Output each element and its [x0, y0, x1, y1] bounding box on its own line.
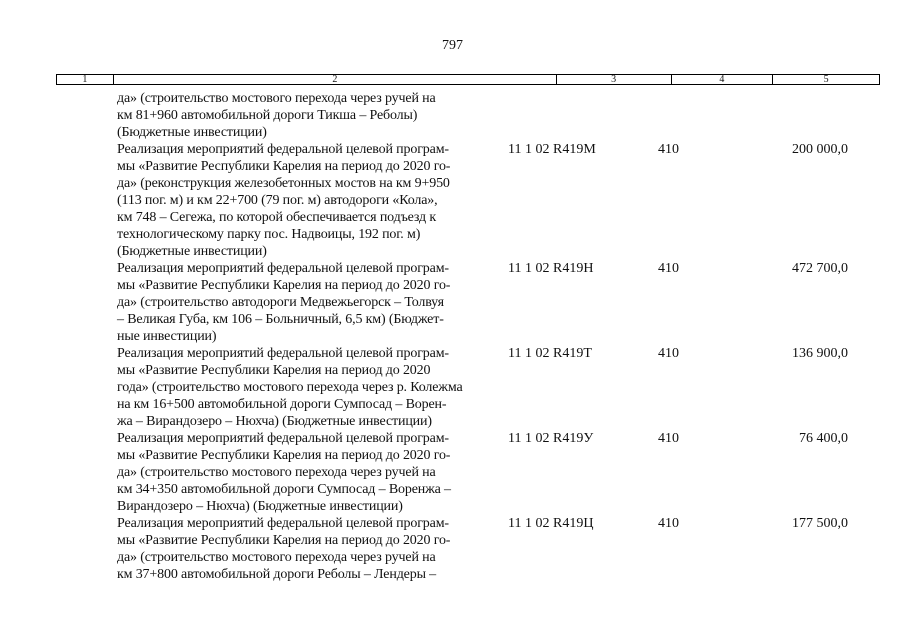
row-sum: 177 500,0 [792, 516, 848, 531]
row-target-code: 11 1 02 R419Ц [508, 516, 594, 531]
description-line: года» (строительство мостового перехода через р. Колежма [117, 380, 463, 395]
table-row [56, 345, 880, 430]
budget-table [56, 74, 880, 583]
column-header-5: 5 [823, 74, 829, 85]
table-row [56, 90, 880, 141]
description-line: да» (строительство мостового перехода через ручей на [117, 550, 436, 565]
description-line: мы «Развитие Республики Карелия на период до 2020 го- [117, 533, 451, 548]
table-row [56, 141, 880, 260]
row-target-code [508, 90, 658, 141]
row-description [117, 260, 492, 345]
row-expense-type: 410 [658, 431, 679, 446]
column-header-4: 4 [672, 75, 774, 84]
row-target-code: 11 1 02 R419М [508, 142, 596, 157]
description-line: мы «Развитие Республики Карелия на период до 2020 го- [117, 448, 451, 463]
row-description [117, 90, 492, 141]
description-line: км 81+960 автомобильной дороги Тикша – Реболы) [117, 108, 418, 123]
row-description [117, 345, 492, 430]
description-line: Реализация мероприятий федеральной целевой програм- [117, 431, 449, 446]
description-line: Вирандозеро – Нюхча) (Бюджетные инвестиции) [117, 499, 403, 514]
row-expense-type: 410 [658, 142, 679, 157]
row-expense-type: 410 [658, 516, 679, 531]
description-line: км 748 – Сегежа, по которой обеспечивается подъезд к [117, 210, 437, 225]
description-line: Реализация мероприятий федеральной целевой програм- [117, 261, 449, 276]
column-header-3: 3 [557, 75, 672, 84]
description-line: км 37+800 автомобильной дороги Реболы – Лендеры – [117, 567, 437, 582]
description-line: Реализация мероприятий федеральной целевой програм- [117, 346, 449, 361]
description-line: да» (строительство автодороги Медвежьегорск – Толвуя [117, 295, 444, 310]
description-line: да» (строительство мостового перехода через ручей на [117, 465, 436, 480]
description-line: ные инвестиции) [117, 329, 217, 344]
description-line: км 34+350 автомобильной дороги Сумпосад – Воренжа – [117, 482, 451, 497]
page-number: 797 [442, 38, 463, 53]
description-line: на км 16+500 автомобильной дороги Сумпосад – Ворен- [117, 397, 447, 412]
description-line: жа – Вирандозеро – Нюхча) (Бюджетные инвестиции) [117, 414, 432, 429]
table-row [56, 515, 880, 583]
description-line: технологическому парку пос. Надвоицы, 192 пог. м) [117, 227, 421, 242]
description-line: (Бюджетные инвестиции) [117, 244, 267, 259]
description-line: да» (строительство мостового перехода через ручей на [117, 91, 436, 106]
table-header-row [56, 74, 880, 85]
row-description [117, 430, 492, 515]
row-description [117, 515, 492, 583]
table-row [56, 430, 880, 515]
row-expense-type [658, 90, 748, 141]
description-line: мы «Развитие Республики Карелия на период до 2020 го- [117, 159, 451, 174]
row-sum: 472 700,0 [792, 261, 848, 276]
row-expense-type: 410 [658, 346, 679, 361]
column-header-2: 2 [114, 75, 557, 84]
row-sum: 200 000,0 [792, 142, 848, 157]
row-target-code: 11 1 02 R419Н [508, 261, 594, 276]
row-description [117, 141, 492, 260]
row-target-code: 11 1 02 R419Т [508, 346, 592, 361]
description-line: мы «Развитие Республики Карелия на период до 2020 [117, 363, 431, 378]
description-line: (Бюджетные инвестиции) [117, 125, 267, 140]
row-target-code: 11 1 02 R419У [508, 431, 594, 446]
row-sum [748, 90, 848, 141]
description-line: мы «Развитие Республики Карелия на период до 2020 го- [117, 278, 451, 293]
row-sum: 136 900,0 [792, 346, 848, 361]
column-header-1: 1 [57, 75, 114, 84]
table-body [56, 90, 880, 583]
table-row [56, 260, 880, 345]
row-expense-type: 410 [658, 261, 679, 276]
description-line: (113 пог. м) и км 22+700 (79 пог. м) автодороги «Кола», [117, 193, 438, 208]
description-line: Реализация мероприятий федеральной целевой програм- [117, 142, 449, 157]
description-line: – Великая Губа, км 106 – Больничный, 6,5 км) (Бюджет- [117, 312, 444, 327]
row-sum: 76 400,0 [799, 431, 848, 446]
description-line: да» (реконструкция железобетонных мостов на км 9+950 [117, 176, 450, 191]
description-line: Реализация мероприятий федеральной целевой програм- [117, 516, 449, 531]
